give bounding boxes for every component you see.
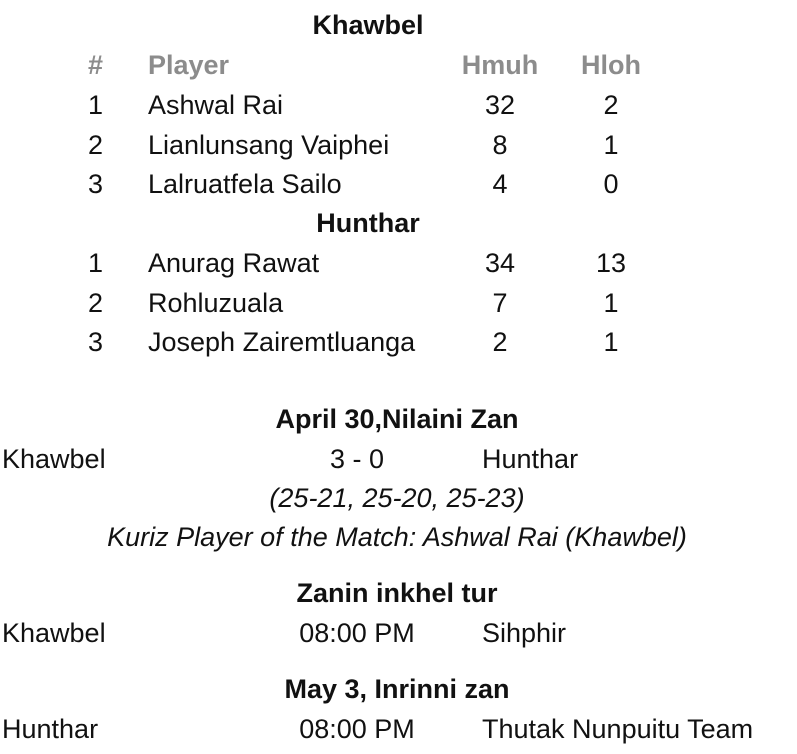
result-score: 3 - 0 xyxy=(329,444,385,474)
fixture-date: May 3, Inrinni zan xyxy=(284,674,510,704)
result-home-team: Khawbel xyxy=(2,444,106,474)
row-hmuh: 4 xyxy=(492,169,508,199)
fixture-away-team: Sihphir xyxy=(482,618,567,648)
fixture-home-team: Khawbel xyxy=(2,618,106,648)
row-player: Rohluzuala xyxy=(148,288,284,318)
row-num: 1 xyxy=(88,90,104,120)
row-player: Anurag Rawat xyxy=(148,248,320,278)
header-hloh: Hloh xyxy=(581,50,641,80)
row-player: Lianlunsang Vaiphei xyxy=(148,130,390,160)
row-hloh: 1 xyxy=(603,327,619,357)
row-num: 2 xyxy=(88,130,104,160)
row-hloh: 0 xyxy=(603,169,619,199)
fixture-home-team: Hunthar xyxy=(2,714,99,744)
row-num: 3 xyxy=(88,327,104,357)
row-hloh: 13 xyxy=(595,248,627,278)
fixture-away-team: Thutak Nunpuitu Team xyxy=(482,714,754,744)
row-player: Joseph Zairemtluanga xyxy=(148,327,416,357)
header-hmuh: Hmuh xyxy=(461,50,539,80)
row-hmuh: 34 xyxy=(484,248,516,278)
row-hmuh: 2 xyxy=(492,327,508,357)
row-hloh: 1 xyxy=(603,130,619,160)
row-num: 3 xyxy=(88,169,104,199)
result-date: April 30,Nilaini Zan xyxy=(275,404,519,434)
player-of-the-match: Kuriz Player of the Match: Ashwal Rai (Khawbel) xyxy=(107,522,687,552)
result-set-scores: (25-21, 25-20, 25-23) xyxy=(269,483,525,513)
fixture-time: 08:00 PM xyxy=(299,714,415,744)
team-title-khawbel: Khawbel xyxy=(312,10,424,40)
row-player: Ashwal Rai xyxy=(148,90,284,120)
fixture-date: Zanin inkhel tur xyxy=(296,578,498,608)
row-hloh: 2 xyxy=(603,90,619,120)
row-hloh: 1 xyxy=(603,288,619,318)
header-player: Player xyxy=(148,50,230,80)
row-hmuh: 8 xyxy=(492,130,508,160)
header-num: # xyxy=(88,50,104,80)
team-title-hunthar: Hunthar xyxy=(316,208,420,238)
row-hmuh: 7 xyxy=(492,288,508,318)
row-num: 2 xyxy=(88,288,104,318)
result-away-team: Hunthar xyxy=(482,444,579,474)
row-hmuh: 32 xyxy=(484,90,516,120)
row-num: 1 xyxy=(88,248,104,278)
row-player: Lalruatfela Sailo xyxy=(148,169,342,199)
fixture-time: 08:00 PM xyxy=(299,618,415,648)
